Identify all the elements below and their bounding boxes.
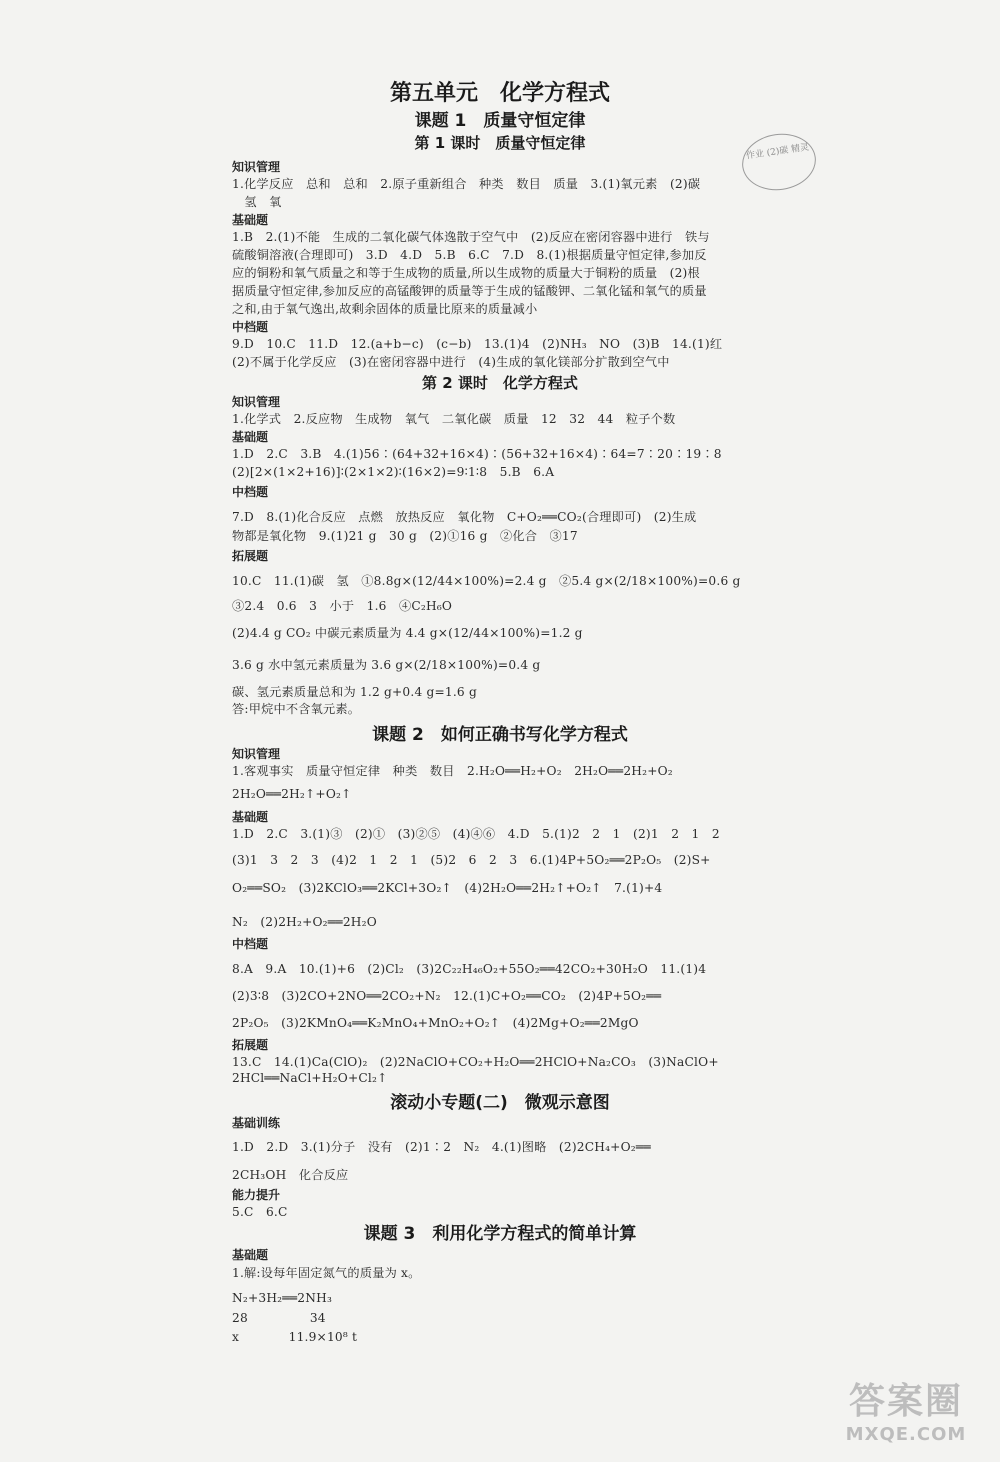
section-label: 基础题 [232, 810, 269, 824]
answer-line: 2HCl══NaCl+H₂O+Cl₂↑ [232, 1071, 388, 1085]
lesson-1-title: 第 1 课时 质量守恒定律 [414, 134, 586, 152]
special-topic-title: 滚动小专题(二) 微观示意图 [390, 1093, 610, 1113]
answer-line: 碳、氢元素质量总和为 1.2 g+0.4 g=1.6 g [232, 685, 477, 699]
answer-line: 1.化学式 2.反应物 生成物 氧气 二氧化碳 质量 12 32 44 粒子个数 [232, 412, 676, 426]
lesson-2-title: 第 2 课时 化学方程式 [422, 374, 578, 392]
watermark-logo-text: 答案圈 [848, 1381, 963, 1422]
section-label: 中档题 [232, 937, 269, 951]
answer-line: N₂+3H₂══2NH₃ [232, 1291, 333, 1305]
answer-line: 1.B 2.(1)不能 生成的二氧化碳气体逸散于空气中 (2)反应在密闭容器中进行 铁与 [232, 230, 710, 244]
answer-line: 2P₂O₅ (3)2KMnO₄══K₂MnO₄+MnO₂+O₂↑ (4)2Mg+O₂══2MgO [232, 1016, 639, 1030]
answer-line: 应的铜粉和氧气质量之和等于生成物的质量,所以生成物的质量大于铜粉的质量 (2)根 [232, 266, 700, 280]
topic-1-title: 课题 1 质量守恒定律 [414, 111, 586, 131]
section-label: 拓展题 [232, 549, 269, 563]
answer-line: (3)1 3 2 3 (4)2 1 2 1 (5)2 6 2 3 6.(1)4P+5O₂══2P₂O₅ (2)S+ [232, 853, 711, 867]
answer-line: 2H₂O══2H₂↑+O₂↑ [232, 787, 352, 801]
section-label: 基础训练 [232, 1116, 281, 1130]
section-label: 基础题 [232, 1248, 269, 1262]
answer-line: 10.C 11.(1)碳 氢 ①8.8g×(12/44×100%)=2.4 g ②5.4 g×(2/18×100%)=0.6 g [232, 574, 741, 588]
answer-line: 8.A 9.A 10.(1)+6 (2)Cl₂ (3)2C₂₂H₄₆O₂+55O₂══42CO₂+30H₂O 11.(1)4 [232, 962, 707, 976]
answer-line: (2)3∶8 (3)2CO+2NO══2CO₂+N₂ 12.(1)C+O₂══CO₂ (2)4P+5O₂══ [232, 989, 662, 1003]
section-label: 知识管理 [232, 395, 281, 409]
answer-line: 之和,由于氧气逸出,故剩余固体的质量比原来的质量减小 [232, 302, 538, 316]
answer-line: 物都是氧化物 9.(1)21 g 30 g (2)①16 g ②化合 ③17 [232, 529, 578, 543]
answer-line: (2)4.4 g CO₂ 中碳元素质量为 4.4 g×(12/44×100%)=1.2 g [232, 626, 583, 640]
answer-line: 氢 氧 [232, 195, 282, 209]
answer-line: 2CH₃OH 化合反应 [232, 1168, 349, 1182]
unit-title: 第五单元 化学方程式 [389, 81, 610, 106]
section-label: 知识管理 [232, 747, 281, 761]
answer-line: N₂ (2)2H₂+O₂══2H₂O [232, 915, 377, 929]
section-label: 知识管理 [232, 160, 281, 174]
answer-line: 1.D 2.C 3.B 4.(1)56∶(64+32+16×4)∶(56+32+16×4)∶64=7∶20∶19∶8 [232, 447, 722, 461]
answer-line: O₂══SO₂ (3)2KClO₃══2KCl+3O₂↑ (4)2H₂O══2H₂↑+O₂↑ 7.(1)+4 [232, 881, 663, 895]
answer-line: 答:甲烷中不含氧元素。 [232, 702, 361, 716]
answer-line: 7.D 8.(1)化合反应 点燃 放热反应 氧化物 C+O₂══CO₂(合理即可) (2)生成 [232, 510, 697, 524]
homework-stamp: 作业 (2)碳 精灵 [738, 129, 819, 195]
section-label: 基础题 [232, 213, 269, 227]
answer-line: 1.D 2.D 3.(1)分子 没有 (2)1∶2 N₂ 4.(1)图略 (2)2CH₄+O₂══ [232, 1140, 651, 1154]
watermark-url: MXQE.COM [845, 1424, 967, 1445]
answer-line: 28 34 [232, 1311, 326, 1325]
answer-line: 1.解:设每年固定氮气的质量为 x。 [232, 1266, 421, 1280]
section-label: 基础题 [232, 430, 269, 444]
answer-line: 1.化学反应 总和 总和 2.原子重新组合 种类 数目 质量 3.(1)氧元素 (2)碳 [232, 177, 701, 191]
answer-line: 据质量守恒定律,参加反应的高锰酸钾的质量等于生成的锰酸钾、二氧化锰和氧气的质量 [232, 284, 707, 298]
topic-3-title: 课题 3 利用化学方程式的简单计算 [363, 1224, 637, 1244]
answer-line: 1.D 2.C 3.(1)③ (2)① (3)②⑤ (4)④⑥ 4.D 5.(1)2 2 1 (2)1 2 1 2 [232, 827, 720, 841]
section-label: 中档题 [232, 485, 269, 499]
section-label: 拓展题 [232, 1038, 269, 1052]
answer-line: 1.客观事实 质量守恒定律 种类 数目 2.H₂O══H₂+O₂ 2H₂O══2H₂+O₂ [232, 764, 673, 778]
section-label: 能力提升 [232, 1188, 281, 1202]
answer-line: 9.D 10.C 11.D 12.(a+b−c) (c−b) 13.(1)4 (2)NH₃ NO (3)B 14.(1)红 [232, 337, 723, 351]
answer-line: 硫酸铜溶液(合理即可) 3.D 4.D 5.B 6.C 7.D 8.(1)根据质量守恒定律,参加反 [232, 248, 707, 262]
answer-line: ③2.4 0.6 3 小于 1.6 ④C₂H₆O [232, 599, 453, 613]
answer-line: x 11.9×10⁸ t [232, 1330, 358, 1344]
answer-line: 13.C 14.(1)Ca(ClO)₂ (2)2NaClO+CO₂+H₂O══2HClO+Na₂CO₃ (3)NaClO+ [232, 1055, 719, 1069]
topic-2-title: 课题 2 如何正确书写化学方程式 [372, 725, 628, 745]
answer-line: 3.6 g 水中氢元素质量为 3.6 g×(2/18×100%)=0.4 g [232, 658, 541, 672]
section-label: 中档题 [232, 320, 269, 334]
watermark-logo [826, 1380, 986, 1450]
answer-line: (2)不属于化学反应 (3)在密闭容器中进行 (4)生成的氧化镁部分扩散到空气中 [232, 355, 670, 369]
answer-line: 5.C 6.C [232, 1205, 288, 1219]
answer-line: (2)[2×(1×2+16)]∶(2×1×2)∶(16×2)=9∶1∶8 5.B 6.A [232, 465, 555, 479]
